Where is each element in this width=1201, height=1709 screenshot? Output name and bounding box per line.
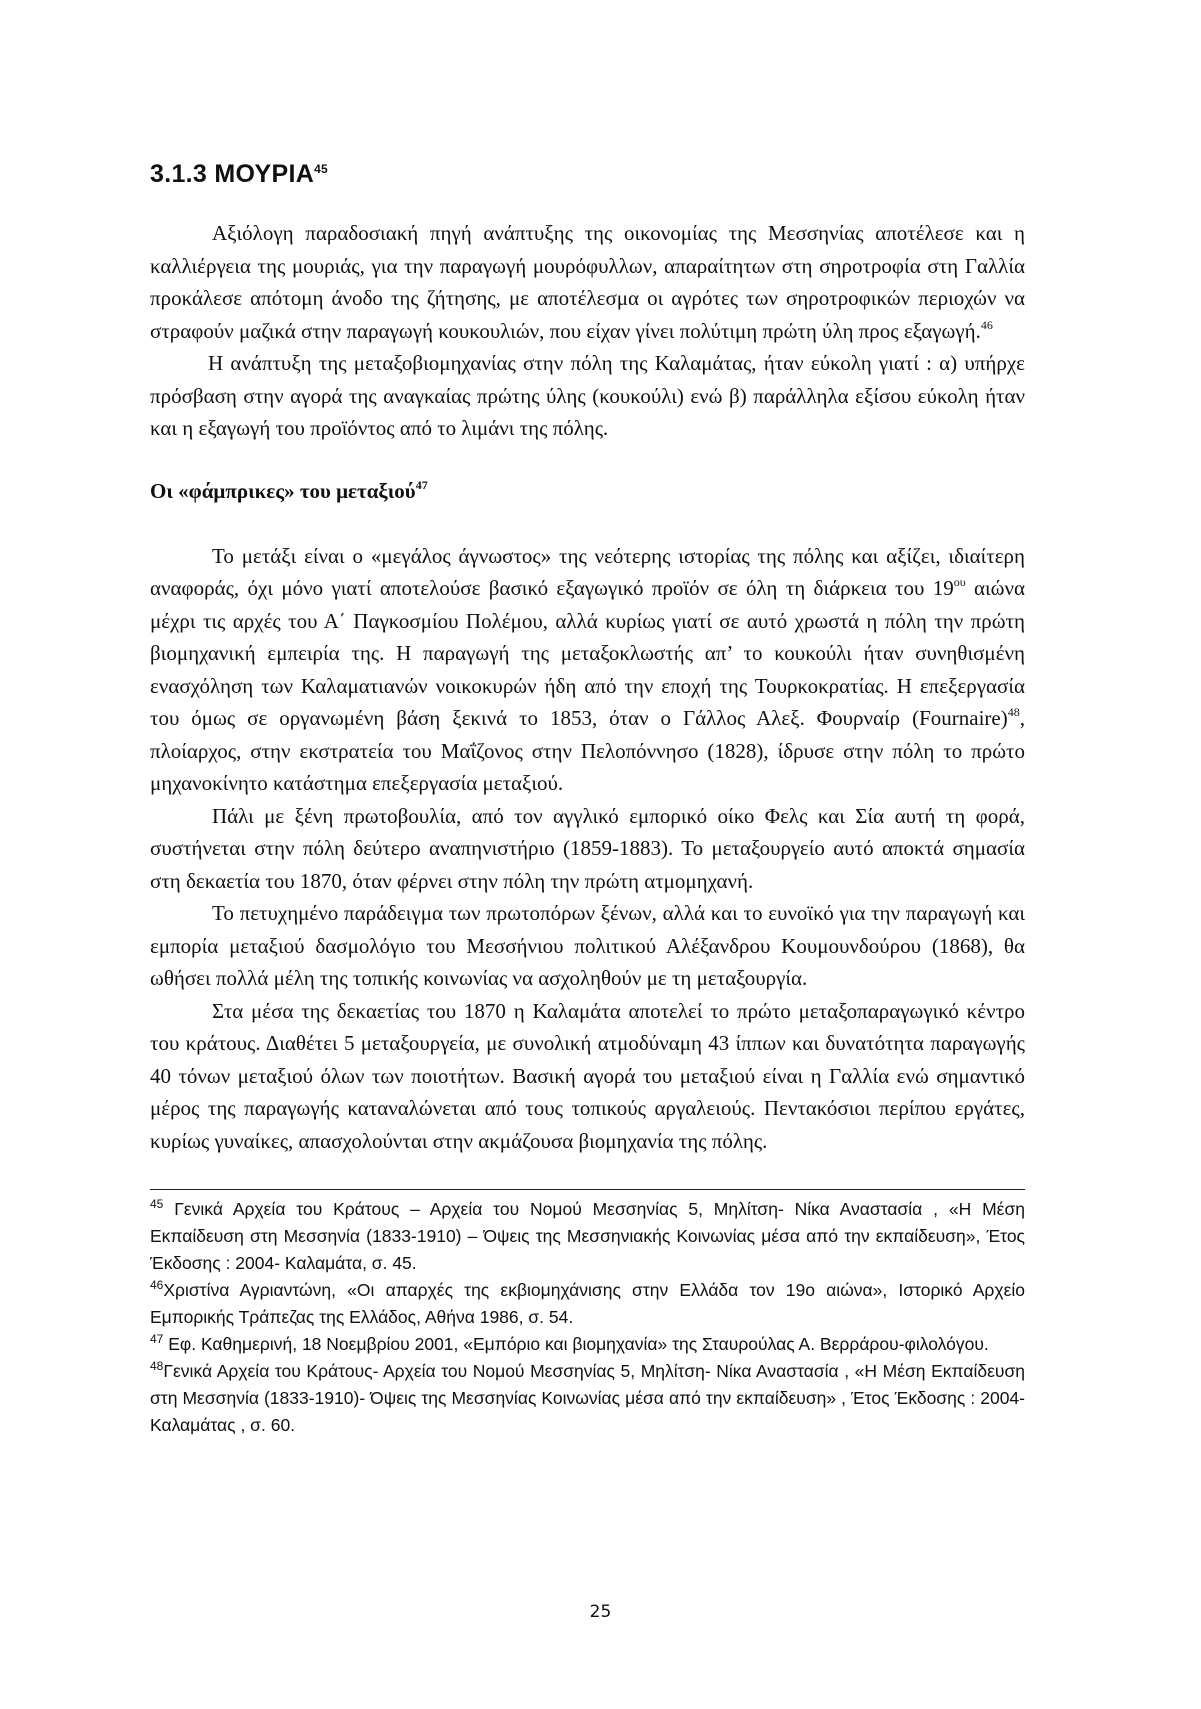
subsection-heading [150,479,1025,504]
footnotes [150,1196,1025,1439]
footnote-ref-47[interactable]: 47 [415,477,428,492]
intro-paragraph-1-text: Αξιόλογη παραδοσιακή πηγή ανάπτυξης της οικονομίας της Μεσσηνίας αποτέλεσε και η καλλιέργεια της μουριάς, για την παραγωγή μουρόφυλλων, απαραίτητων στη σηροτροφία στη Γαλλία προκάλεσε απότομη άνοδο της ζήτησης, με αποτέλεσμα οι αγρότες των σηροτροφικών περιοχών να στραφούν μαζικά στην παραγωγή κουκουλιών, που είχαν γίνει πολύτιμη πρώτη ύλη προς εξαγωγή. [150,221,1025,343]
body-paragraph-3: Το πετυχημένο παράδειγμα των πρωτοπόρων ξένων, αλλά και το ευνοϊκό για την παραγωγή και εμπορία μεταξιού δασμολόγιο του Μεσσήνιου πολιτικού Αλέξανδρου Κουμουνδούρου (1868), θα ωθήσει πολλά μέλη της τοπικής κοινωνίας να ασχοληθούν με τη μεταξουργία. [150,901,1025,990]
footnote-text: Γενικά Αρχεία του Κράτους – Αρχεία του Νομού Μεσσηνίας 5, Μηλίτση- Νίκα Αναστασία , «Η Μέση Εκπαίδευση στη Μεσσηνία (1833-1910) – Όψεις της Μεσσηνιακής Κοινωνίας μέσα από την εκπαίδευση», Έτος Έκδοσης : 2004- Καλαμάτα, σ. 45. [150,1199,1025,1273]
page-content [150,160,1025,1439]
footnote-number: 48 [150,1359,164,1373]
footnote-number: 45 [150,1197,164,1211]
footnote-ref-48[interactable]: 48 [1007,705,1020,719]
footnote-item [150,1277,1025,1331]
footnote-number: 47 [150,1332,164,1346]
footnote-item [150,1358,1025,1439]
body-paragraph-2: Πάλι με ξένη πρωτοβουλία, από τον αγγλικό εμπορικό οίκο Φελς και Σία αυτή τη φορά, συστήνεται στην πόλη δεύτερο αναπηνιστήριο (1859-1883). Το μεταξουργείο αυτό αποκτά σημασία στη δεκαετία του 1870, όταν φέρνει στην πόλη την πρώτη ατμομηχανή. [150,803,1025,893]
footnote-text: Γενικά Αρχεία του Κράτους- Αρχεία του Νομού Μεσσηνίας 5, Μηλίτση- Νίκα Αναστασία , «Η Μέση Εκπαίδευση στη Μεσσηνία (1833-1910)- Όψεις της Μεσσηνίας Κοινωνίας μέσα από την εκπαίδευση» , Έτος Έκδοσης : 2004- Καλαμάτας , σ. 60. [150,1361,1025,1435]
section-title: 3.1.3 ΜΟΥΡΙΑ [150,160,315,188]
century-superscript: ου [953,575,966,589]
footnote-number: 46 [150,1278,164,1292]
footnote-text: Εφ. Καθημερινή, 18 Νοεμβρίου 2001, «Εμπόριο και βιομηχανία» της Σταυρούλας Α. Βερράρου-φιλολόγου. [163,1334,989,1354]
body-paragraph-1-text-b: αιώνα μέχρι τις αρχές του Α΄ Παγκοσμίου Πολέμου, αλλά κυρίως γιατί σε αυτό χρωστά η πόλη την πρώτη βιομηχανική εμπειρία της. Η παραγωγή της μεταξοκλωστής απ’ το κουκούλι ήταν συνηθισμένη ενασχόληση των Καλαματιανών νοικοκυρών ήδη από την εποχή της Τουρκοκρατίας. Η επεξεργασία του όμως σε οργανωμένη βάση ξεκινά το 1853, όταν ο Γάλλος Αλεξ. Φουρναίρ (Fournaire) [150,576,1025,730]
footnote-item [150,1331,1025,1358]
section-heading [150,160,1025,189]
intro-paragraph-1 [150,217,1025,347]
body-paragraph-1-text-a: Το μετάξι είναι ο «μεγάλος άγνωστος» της νεότερης ιστορίας της πόλης και αξίζει, ιδιαίτερη αναφοράς, όχι μόνο γιατί αποτελούσε βασικό εξαγωγικό προϊόν σε όλη τη διάρκεια του 19 [150,543,1025,600]
body-paragraph-1-text-c: , πλοίαρχος, στην εκστρατεία του Μαΐζονος στην Πελοπόννησο (1828), ίδρυσε στην πόλη το πρώτο μηχανοκίνητο κατάστημα επεξεργασία μεταξιού. [150,706,1025,795]
footnote-ref-46[interactable]: 46 [980,317,993,332]
footnote-text: Χριστίνα Αγριαντώνη, «Οι απαρχές της εκβιομηχάνισης στην Ελλάδα τον 19ο αιώνα», Ιστορικό Αρχείο Εμπορικής Τράπεζας της Ελλάδος, Αθήνα 1986, σ. 54. [150,1280,1025,1327]
section-footnote-ref[interactable]: 45 [314,162,329,176]
body-paragraph-4: Στα μέσα της δεκαετίας του 1870 η Καλαμάτα αποτελεί το πρώτο μεταξοπαραγωγικό κέντρο του κράτους. Διαθέτει 5 μεταξουργεία, με συνολική ατμοδύναμη 43 ίππων και δυνατότητα παραγωγής 40 τόνων μεταξιού όλων των ποιοτήτων. Βασική αγορά του μεταξιού είναι η Γαλλία ενώ σημαντικό μέρος της παραγωγής καταναλώνεται από τους τοπικούς αργαλειούς. Πεντακόσιοι περίπου εργάτες, κυρίως γυναίκες, απασχολούνται στην ακμάζουσα βιομηχανία της πόλης. [150,998,1025,1153]
footnote-divider [150,1189,1025,1190]
footnote-item [150,1196,1025,1277]
subsection-title: Οι «φάμπρικες» του μεταξιού [150,478,416,503]
intro-paragraph-2: Η ανάπτυξη της μεταξοβιομηχανίας στην πόλη της Καλαμάτας, ήταν εύκολη γιατί : α) υπήρχε πρόσβαση στην αγορά της αναγκαίας πρώτης ύλης (κουκούλι) ενώ β) παράλληλα εξίσου εύκολη ήταν και η εξαγωγή του προϊόντος από το λιμάνι της πόλης. [150,351,1025,440]
body-paragraph-1 [150,540,1025,800]
page-number: 25 [589,1602,612,1622]
